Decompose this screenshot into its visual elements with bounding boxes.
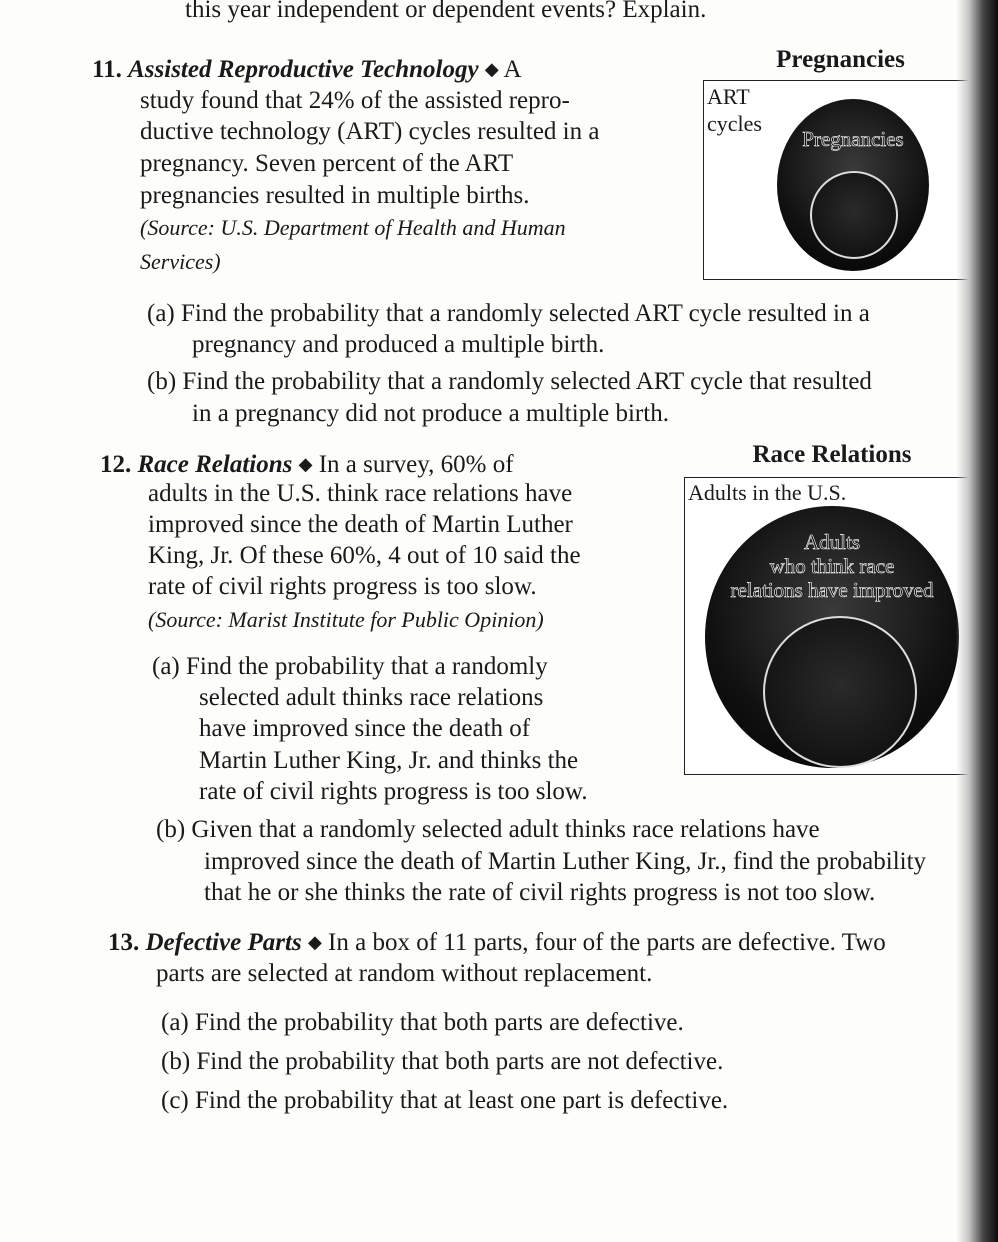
problem-13-text-line: In a box of 11 parts, four of the parts are defective. Two [328, 929, 886, 956]
problem-11-text-line: ductive technology (ART) cycles resulted in a [140, 118, 600, 145]
figure-12-outer-label: Adults in the U.S. [688, 480, 847, 505]
problem-12-text-line: adults in the U.S. think race relations have [148, 480, 573, 507]
problem-12b-text: Given that a randomly selected adult thinks race relations have [191, 816, 820, 843]
problem-12-text-line: In a survey, 60% of [318, 451, 514, 478]
figure-11-outer-label: cycles [707, 111, 762, 136]
problem-11-number: 11. [92, 56, 122, 83]
part-label: (b) [147, 368, 177, 395]
too-slow-circle [763, 616, 917, 768]
page-binding-shadow [956, 0, 998, 1242]
problem-11-source: (Source: U.S. Department of Health and Human [140, 215, 566, 240]
problem-13a [161, 1007, 684, 1038]
figure-11-caption: Pregnancies [776, 46, 905, 73]
pregnancies-circle [777, 99, 929, 271]
problem-13c [161, 1085, 728, 1116]
problem-11b [147, 366, 872, 397]
problem-13b [161, 1046, 723, 1077]
multiple-births-circle [810, 171, 898, 259]
problem-11-source: Services) [140, 249, 221, 274]
problem-11a [147, 298, 870, 329]
problem-11-text-line: pregnancies resulted in multiple births. [140, 182, 530, 209]
problem-12-text-line: rate of civil rights progress is too slow. [148, 573, 537, 600]
problem-12b [156, 814, 820, 845]
problem-13-header [108, 927, 886, 960]
problem-11a-text: pregnancy and produced a multiple birth. [192, 331, 605, 358]
problem-13-text-line: parts are selected at random without replacement. [156, 960, 653, 987]
problem-12-title: Race Relations [137, 451, 293, 478]
problem-12a-text: Martin Luther King, Jr. and thinks the [199, 747, 579, 774]
problem-13c-text: Find the probability that at least one part is defective. [195, 1087, 729, 1114]
problem-13b-text: Find the probability that both parts are not defective. [196, 1048, 724, 1075]
problem-12b-text: improved since the death of Martin Luther King, Jr., find the probability [204, 848, 927, 875]
improved-relations-circle-label: Adults [803, 530, 860, 554]
diamond-icon: ◆ [307, 932, 322, 952]
problem-11-title: Assisted Reproductive Technology [128, 56, 479, 83]
part-label: (a) [161, 1009, 189, 1036]
pregnancies-circle-label: Pregnancies [802, 127, 904, 151]
problem-12a-text: rate of civil rights progress is too slow. [199, 778, 588, 805]
problem-11b-text: Find the probability that a randomly selected ART cycle that resulted [182, 368, 872, 395]
problem-12-source: (Source: Marist Institute for Public Opinion) [148, 607, 544, 632]
problem-13-title: Defective Parts [145, 929, 302, 956]
problem-11-text-line: pregnancy. Seven percent of the ART [140, 150, 514, 177]
problem-11-text-line: study found that 24% of the assisted repro- [140, 87, 570, 114]
diamond-icon: ◆ [298, 454, 313, 474]
problem-12-text-line: improved since the death of Martin Luther [148, 511, 573, 538]
part-label: (b) [156, 816, 186, 843]
figure-11-outer-label: ART [707, 84, 750, 109]
part-label: (a) [147, 300, 175, 327]
problem-11-header [92, 54, 522, 87]
part-label: (a) [152, 653, 180, 680]
figure-11-venn [703, 80, 978, 280]
problem-12-number: 12. [100, 451, 132, 478]
previous-question-tail: this year independent or dependent events? Explain. [185, 0, 707, 23]
problem-12a-text: have improved since the death of [199, 715, 531, 742]
problem-12a-text: selected adult thinks race relations [199, 684, 544, 711]
problem-12a-text: Find the probability that a randomly [186, 653, 548, 680]
problem-13-number: 13. [108, 929, 140, 956]
problem-12b-text: that he or she thinks the rate of civil rights progress is not too slow. [204, 879, 876, 906]
improved-relations-circle-label: relations have improved [730, 578, 934, 602]
problem-12-text-line: King, Jr. Of these 60%, 4 out of 10 said the [148, 542, 581, 569]
figure-12-venn [684, 477, 980, 775]
improved-relations-circle-label: who think race [769, 554, 895, 578]
problem-12a [152, 651, 548, 682]
problem-13a-text: Find the probability that both parts are defective. [195, 1009, 684, 1036]
part-label: (c) [161, 1087, 189, 1114]
figure-12-caption: Race Relations [752, 441, 912, 468]
problem-11b-text: in a pregnancy did not produce a multiple birth. [192, 400, 669, 427]
improved-relations-circle [705, 506, 959, 768]
problem-11-text-line: A [503, 56, 522, 83]
problem-11a-text: Find the probability that a randomly selected ART cycle resulted in a [181, 300, 870, 327]
part-label: (b) [161, 1048, 191, 1075]
diamond-icon: ◆ [484, 59, 499, 79]
